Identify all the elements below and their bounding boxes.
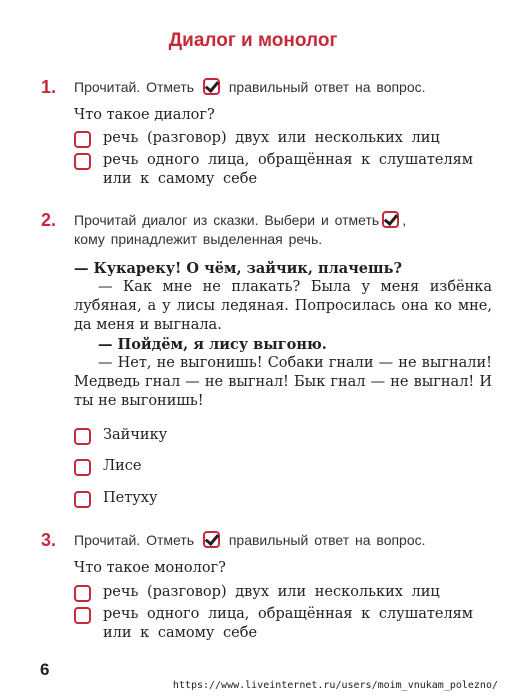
task-3-instruction-after: правильный ответ на вопрос. <box>228 532 426 548</box>
task-3-instruction <box>74 531 426 550</box>
checkbox-icon[interactable] <box>74 607 91 624</box>
task-3-option-1-text: речь (разговор) двух или нескольких лиц <box>103 584 440 600</box>
task-1-option-1[interactable] <box>74 129 494 148</box>
task-1-option-2-text: речь одного лица, обращённая к слушателям или к самому себе <box>103 152 474 187</box>
task-3-question: Что такое монолог? <box>74 560 226 576</box>
checkmark-icon <box>203 78 220 95</box>
checkmark-icon <box>203 531 220 548</box>
dialog-text <box>74 259 492 411</box>
dialog-line-2: — Как мне не плакать? Была у меня избёнка лубяная, а у лисы ледяная. Попросилась она ко мне, да меня и выгнала. <box>74 279 492 333</box>
checkbox-icon[interactable] <box>74 131 91 148</box>
checkbox-icon[interactable] <box>74 153 91 170</box>
task-3-option-2-text: речь одного лица, обращённая к слушателям или к самому себе <box>103 606 474 641</box>
task-2-option-2[interactable] <box>74 457 141 476</box>
checkbox-icon[interactable] <box>74 491 91 508</box>
dialog-line-3: — Пойдём, я лису выгоню. <box>98 336 327 353</box>
task-3-number: 3. <box>41 530 57 550</box>
task-1-number: 1. <box>41 77 57 97</box>
page-number: 6 <box>40 660 50 679</box>
task-1-instruction-after: правильный ответ на вопрос. <box>228 79 426 95</box>
watermark-url: https://www.liveinternet.ru/users/moim_vnukam_polezno/ <box>172 680 498 691</box>
task-3-option-2[interactable] <box>74 605 494 643</box>
task-2-option-1-text: Зайчику <box>103 427 168 443</box>
dialog-line-4: — Нет, не выгонишь! Собаки гнали — не выгнали! Медведь гнал — не выгнал! Бык гнал — не выгнал! И ты не выгонишь! <box>74 355 492 409</box>
task-3-option-1[interactable] <box>74 583 494 602</box>
task-2-option-3[interactable] <box>74 489 158 508</box>
page-title: Диалог и монолог <box>168 30 338 51</box>
checkbox-icon[interactable] <box>74 585 91 602</box>
dialog-line-1: — Кукареку! О чём, зайчик, плачешь? <box>74 260 402 277</box>
task-3-instruction-before: Прочитай. Отметь <box>74 532 195 548</box>
checkmark-icon <box>382 211 399 228</box>
task-2-option-1[interactable] <box>74 426 167 445</box>
task-2-instruction <box>74 211 494 249</box>
task-1-instruction-before: Прочитай. Отметь <box>74 79 195 95</box>
task-1-instruction <box>74 78 426 97</box>
checkbox-icon[interactable] <box>74 428 91 445</box>
task-2-instruction-line1: Прочитай диалог из сказки. Выбери и отметь , <box>74 212 407 228</box>
task-1-option-1-text: речь (разговор) двух или нескольких лиц <box>103 130 440 146</box>
task-1-question: Что такое диалог? <box>74 107 215 123</box>
checkbox-icon[interactable] <box>74 459 91 476</box>
task-2-number: 2. <box>41 210 57 230</box>
task-1-option-2[interactable] <box>74 151 494 189</box>
task-2-instruction-line1-text: Прочитай диалог из сказки. Выбери и отметь <box>74 212 380 228</box>
task-2-option-2-text: Лисе <box>103 458 142 474</box>
task-2-option-3-text: Петуху <box>103 490 158 506</box>
task-2-instruction-line2: кому принадлежит выделенная речь. <box>74 231 323 247</box>
